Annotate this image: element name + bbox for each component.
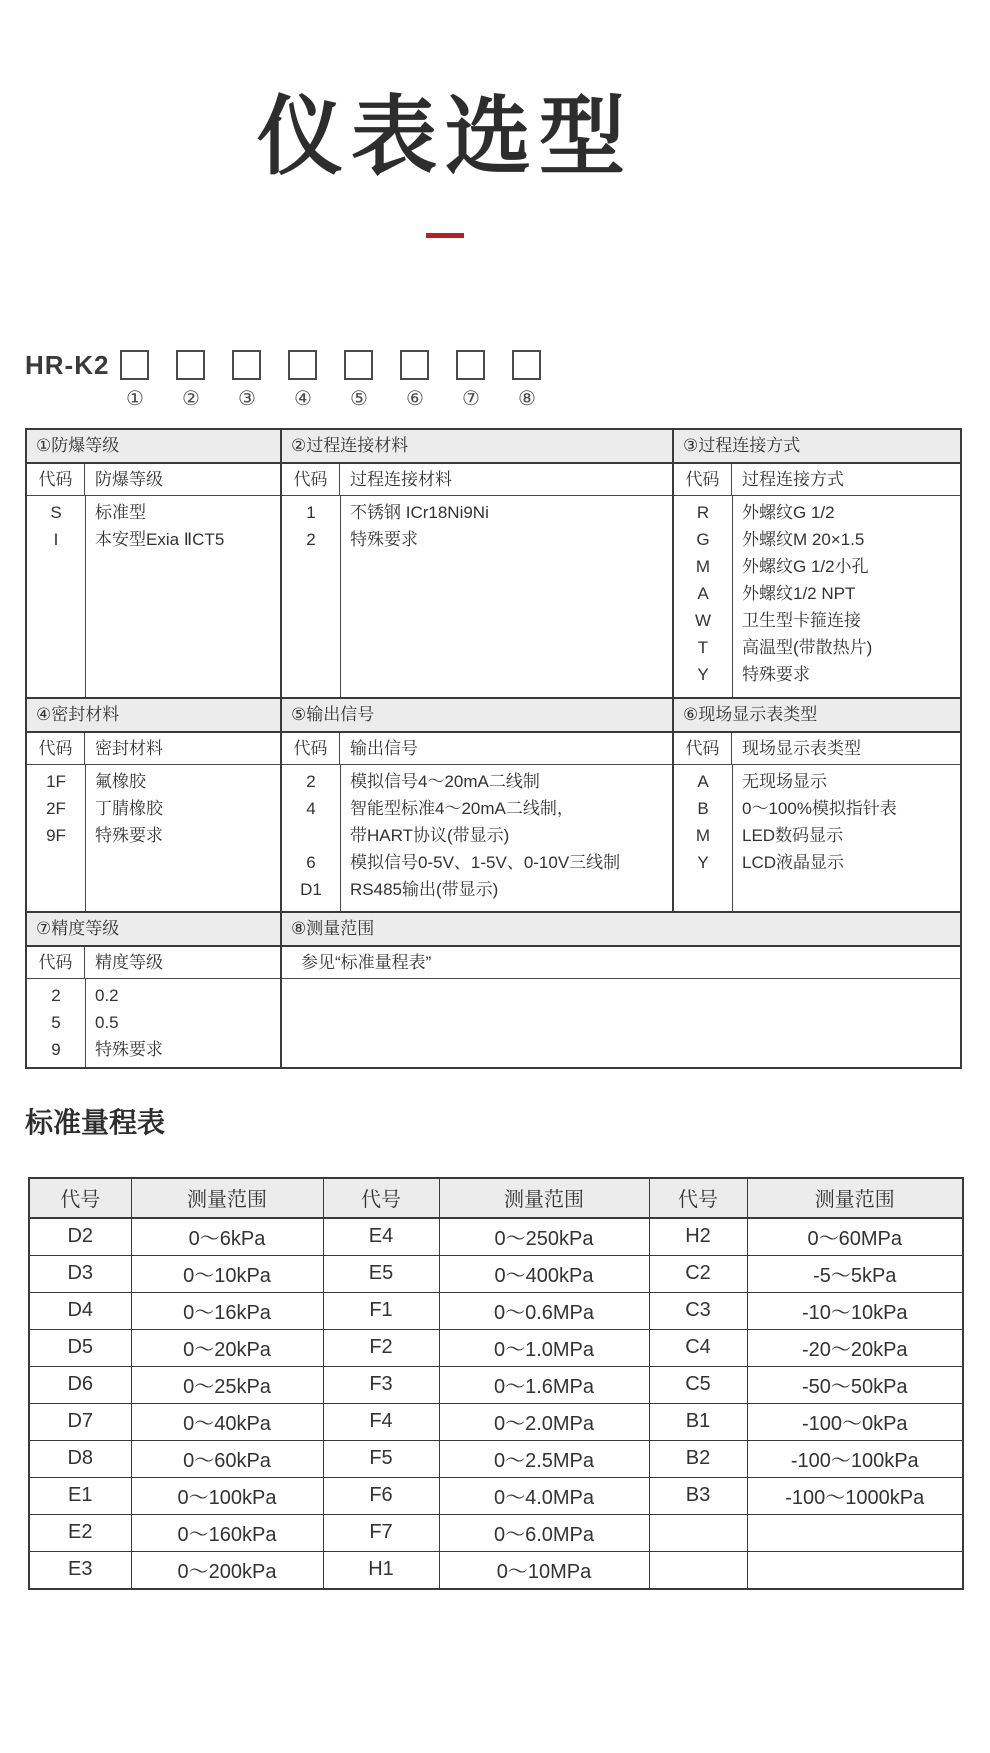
option-code: 2	[51, 985, 61, 1005]
selection-box	[120, 350, 149, 380]
range-row	[29, 1366, 963, 1403]
range-cell: 0～6kPa	[131, 1218, 323, 1256]
title-block	[0, 0, 890, 238]
option-label: LCD液晶显示	[742, 852, 845, 872]
option-row	[27, 795, 280, 822]
option-label: 0.2	[95, 985, 119, 1005]
option-row	[674, 768, 960, 795]
range-cell: E5	[323, 1255, 439, 1292]
code-header: 代码	[282, 464, 340, 495]
option-row	[674, 499, 960, 526]
range-row	[29, 1477, 963, 1514]
option-row	[674, 553, 960, 580]
range-cell: F6	[323, 1477, 439, 1514]
range-cell: 0～250kPa	[439, 1218, 649, 1256]
option-label: LED数码显示	[742, 825, 844, 845]
option-label: 不锈钢 ICr18Ni9Ni	[350, 502, 489, 522]
section-options	[27, 765, 280, 911]
range-row	[29, 1514, 963, 1551]
section-subheader	[674, 464, 960, 496]
range-cell: -20～20kPa	[747, 1329, 963, 1366]
option-row	[27, 982, 280, 1009]
option-row	[27, 1009, 280, 1036]
section-options	[282, 979, 960, 1067]
section-measuring-range	[282, 913, 960, 1067]
option-label: 模拟信号0-5V、1-5V、0-10V三线制	[350, 852, 621, 872]
model-box-column	[176, 350, 205, 410]
range-cell: C2	[649, 1255, 747, 1292]
position-number: ①	[125, 387, 144, 410]
section-title: ⑥现场显示表类型	[674, 699, 960, 733]
selection-box	[232, 350, 261, 380]
value-header: 输出信号	[350, 738, 418, 758]
option-code: W	[694, 610, 712, 630]
selection-box	[176, 350, 205, 380]
section-subheader	[27, 464, 280, 496]
option-row	[27, 499, 280, 526]
value-header: 精度等级	[95, 952, 163, 972]
option-label: 特殊要求	[742, 664, 810, 684]
option-code: A	[697, 583, 709, 603]
range-column-header: 代号	[649, 1178, 747, 1218]
section-options	[27, 496, 280, 697]
model-box-column	[512, 350, 541, 410]
range-cell: C3	[649, 1292, 747, 1329]
option-row	[27, 1036, 280, 1063]
range-cell: D8	[29, 1440, 131, 1477]
selection-box	[512, 350, 541, 380]
range-row	[29, 1551, 963, 1589]
option-row	[282, 876, 672, 903]
option-code: I	[53, 529, 59, 549]
option-code: M	[695, 825, 711, 845]
range-cell: -100～100kPa	[747, 1440, 963, 1477]
range-cell: 0～40kPa	[131, 1403, 323, 1440]
option-row	[27, 526, 280, 553]
option-row	[674, 607, 960, 634]
option-row	[674, 580, 960, 607]
range-row	[29, 1218, 963, 1256]
position-number: ⑤	[349, 387, 368, 410]
model-box-column	[456, 350, 485, 410]
position-number: ⑥	[405, 387, 424, 410]
option-label: 模拟信号4～20mA二线制	[350, 771, 540, 791]
range-cell: H1	[323, 1551, 439, 1589]
section-title: ⑧测量范围	[282, 913, 960, 947]
option-row	[282, 768, 672, 795]
range-cell: B1	[649, 1403, 747, 1440]
range-cell	[649, 1551, 747, 1589]
range-table	[28, 1177, 964, 1590]
section-subheader	[27, 733, 280, 765]
range-cell: 0～100kPa	[131, 1477, 323, 1514]
model-box-column	[400, 350, 429, 410]
option-row	[27, 822, 280, 849]
range-cell: 0～16kPa	[131, 1292, 323, 1329]
range-cell: D2	[29, 1218, 131, 1256]
option-row	[674, 634, 960, 661]
option-code: 2F	[46, 798, 66, 818]
option-code: 9	[51, 1039, 61, 1059]
range-cell: 0～6.0MPa	[439, 1514, 649, 1551]
range-cell: 0～60kPa	[131, 1440, 323, 1477]
range-cell: 0～4.0MPa	[439, 1477, 649, 1514]
option-code: D1	[300, 879, 322, 899]
option-label: 智能型标准4～20mA二线制， 带HART协议(带显示)	[350, 798, 574, 845]
range-note: 参见“标准量程表”	[301, 952, 432, 972]
option-row	[282, 795, 672, 849]
option-label: 无现场显示	[742, 771, 827, 791]
range-cell: 0～160kPa	[131, 1514, 323, 1551]
section-title: ②过程连接材料	[282, 430, 672, 464]
option-code: T	[697, 637, 709, 657]
range-cell: D3	[29, 1255, 131, 1292]
selection-box	[456, 350, 485, 380]
selection-box	[344, 350, 373, 380]
page-title: 仪表选型	[257, 89, 633, 185]
option-code: G	[696, 529, 710, 549]
option-code: 9F	[46, 825, 66, 845]
range-cell: B2	[649, 1440, 747, 1477]
model-box-column	[232, 350, 261, 410]
option-code: 2	[306, 771, 316, 791]
range-cell: F5	[323, 1440, 439, 1477]
range-cell: C5	[649, 1366, 747, 1403]
range-cell: E2	[29, 1514, 131, 1551]
range-column-header: 代号	[29, 1178, 131, 1218]
range-cell	[747, 1514, 963, 1551]
model-name: HR-K2	[25, 349, 110, 380]
selection-box	[288, 350, 317, 380]
range-column-header: 测量范围	[131, 1178, 323, 1218]
position-number: ⑦	[461, 387, 480, 410]
option-row	[674, 661, 960, 688]
option-label: 标准型	[95, 502, 146, 522]
section-options	[27, 979, 280, 1067]
option-label: 外螺纹G 1/2	[742, 502, 835, 522]
value-header: 密封材料	[95, 738, 163, 758]
code-header: 代码	[282, 733, 340, 764]
model-boxes	[120, 350, 568, 410]
option-code: B	[697, 798, 709, 818]
option-label: 高温型(带散热片)	[742, 637, 873, 657]
section-subheader	[27, 947, 280, 979]
model-box-column	[288, 350, 317, 410]
range-row	[29, 1403, 963, 1440]
range-column-header: 测量范围	[439, 1178, 649, 1218]
option-code: 4	[306, 798, 316, 818]
option-label: 0.5	[95, 1012, 119, 1032]
option-row	[674, 849, 960, 876]
option-row	[282, 499, 672, 526]
option-label: 丁腈橡胶	[95, 798, 163, 818]
range-cell: D5	[29, 1329, 131, 1366]
section-title: ③过程连接方式	[674, 430, 960, 464]
value-header: 过程连接材料	[350, 469, 452, 489]
option-row	[674, 526, 960, 553]
range-table-title: 标准量程表	[25, 1106, 166, 1138]
section-subheader	[282, 464, 672, 496]
section-connection-material	[282, 430, 674, 697]
range-cell: F4	[323, 1403, 439, 1440]
section-connection-type	[674, 430, 960, 697]
range-table-body	[29, 1218, 963, 1589]
position-number: ⑧	[517, 387, 536, 410]
option-code: S	[50, 502, 62, 522]
option-row	[674, 822, 960, 849]
option-row	[674, 795, 960, 822]
section-title: ④密封材料	[27, 699, 280, 733]
range-cell: F7	[323, 1514, 439, 1551]
section-options	[674, 496, 960, 697]
range-cell: 0～60MPa	[747, 1218, 963, 1256]
range-cell	[649, 1514, 747, 1551]
option-row	[27, 768, 280, 795]
range-cell: H2	[649, 1218, 747, 1256]
selection-band-3	[27, 913, 960, 1067]
range-cell: E1	[29, 1477, 131, 1514]
range-row	[29, 1440, 963, 1477]
range-cell: -5～5kPa	[747, 1255, 963, 1292]
range-cell: D7	[29, 1403, 131, 1440]
option-label: 卫生型卡箍连接	[742, 610, 861, 630]
value-header: 过程连接方式	[742, 469, 844, 489]
range-cell: E4	[323, 1218, 439, 1256]
range-cell: B3	[649, 1477, 747, 1514]
code-header: 代码	[674, 733, 732, 764]
position-number: ③	[237, 387, 256, 410]
option-code: 1F	[46, 771, 66, 791]
range-cell: 0～2.0MPa	[439, 1403, 649, 1440]
code-header: 代码	[27, 733, 85, 764]
range-cell: 0～1.0MPa	[439, 1329, 649, 1366]
option-code: 1	[306, 502, 316, 522]
range-cell: F3	[323, 1366, 439, 1403]
option-code: Y	[697, 852, 709, 872]
section-explosion-grade	[27, 430, 282, 697]
option-label: 特殊要求	[95, 825, 163, 845]
option-code: 2	[306, 529, 316, 549]
option-label: 外螺纹G 1/2小孔	[742, 556, 869, 576]
range-row	[29, 1329, 963, 1366]
range-header-row	[29, 1178, 963, 1218]
section-subheader	[282, 947, 960, 979]
range-cell: 0～1.6MPa	[439, 1366, 649, 1403]
option-label: 特殊要求	[95, 1039, 163, 1059]
range-cell: E3	[29, 1551, 131, 1589]
section-output-signal	[282, 699, 674, 911]
code-header: 代码	[27, 947, 85, 978]
section-subheader	[674, 733, 960, 765]
section-display-type	[674, 699, 960, 911]
range-cell: 0～20kPa	[131, 1329, 323, 1366]
range-column-header: 代号	[323, 1178, 439, 1218]
selection-box	[400, 350, 429, 380]
position-number: ④	[293, 387, 312, 410]
range-cell: 0～10MPa	[439, 1551, 649, 1589]
range-column-header: 测量范围	[747, 1178, 963, 1218]
position-number: ②	[181, 387, 200, 410]
option-label: 特殊要求	[350, 529, 418, 549]
range-cell: D4	[29, 1292, 131, 1329]
range-cell: -100～0kPa	[747, 1403, 963, 1440]
range-cell: -50～50kPa	[747, 1366, 963, 1403]
section-seal-material	[27, 699, 282, 911]
range-cell: -100～1000kPa	[747, 1477, 963, 1514]
code-header: 代码	[674, 464, 732, 495]
range-row	[29, 1255, 963, 1292]
model-code-row	[25, 350, 990, 410]
option-label: 0～100%模拟指针表	[742, 798, 897, 818]
range-row	[29, 1292, 963, 1329]
option-label: RS485输出(带显示)	[350, 879, 499, 899]
option-label: 本安型Exia ⅡCT5	[95, 529, 225, 549]
code-header: 代码	[27, 464, 85, 495]
range-cell: 0～2.5MPa	[439, 1440, 649, 1477]
section-title: ⑦精度等级	[27, 913, 280, 947]
range-cell: 0～400kPa	[439, 1255, 649, 1292]
option-code: 5	[51, 1012, 61, 1032]
range-cell: 0～10kPa	[131, 1255, 323, 1292]
option-code: R	[696, 502, 710, 522]
value-header: 现场显示表类型	[742, 738, 861, 758]
option-code: M	[695, 556, 711, 576]
range-cell: C4	[649, 1329, 747, 1366]
range-cell: 0～0.6MPa	[439, 1292, 649, 1329]
model-box-column	[120, 350, 149, 410]
section-title: ⑤输出信号	[282, 699, 672, 733]
option-label: 氟橡胶	[95, 771, 146, 791]
option-row	[282, 526, 672, 553]
section-options	[674, 765, 960, 911]
range-cell: F2	[323, 1329, 439, 1366]
option-code: Y	[697, 664, 709, 684]
range-cell	[747, 1551, 963, 1589]
title-divider	[426, 233, 464, 238]
option-code: 6	[306, 852, 316, 872]
model-box-column	[344, 350, 373, 410]
selection-band-1	[27, 430, 960, 699]
option-label: 外螺纹1/2 NPT	[742, 583, 856, 603]
section-options	[282, 496, 672, 697]
section-accuracy-grade	[27, 913, 282, 1067]
section-title: ①防爆等级	[27, 430, 280, 464]
option-label: 外螺纹M 20×1.5	[742, 529, 865, 549]
range-cell: F1	[323, 1292, 439, 1329]
range-cell: D6	[29, 1366, 131, 1403]
selection-table	[25, 428, 962, 1069]
range-cell: 0～200kPa	[131, 1551, 323, 1589]
option-row	[282, 849, 672, 876]
value-header: 防爆等级	[95, 469, 163, 489]
range-cell: 0～25kPa	[131, 1366, 323, 1403]
option-code: A	[697, 771, 709, 791]
range-cell: -10～10kPa	[747, 1292, 963, 1329]
selection-band-2	[27, 699, 960, 913]
section-options	[282, 765, 672, 911]
section-subheader	[282, 733, 672, 765]
